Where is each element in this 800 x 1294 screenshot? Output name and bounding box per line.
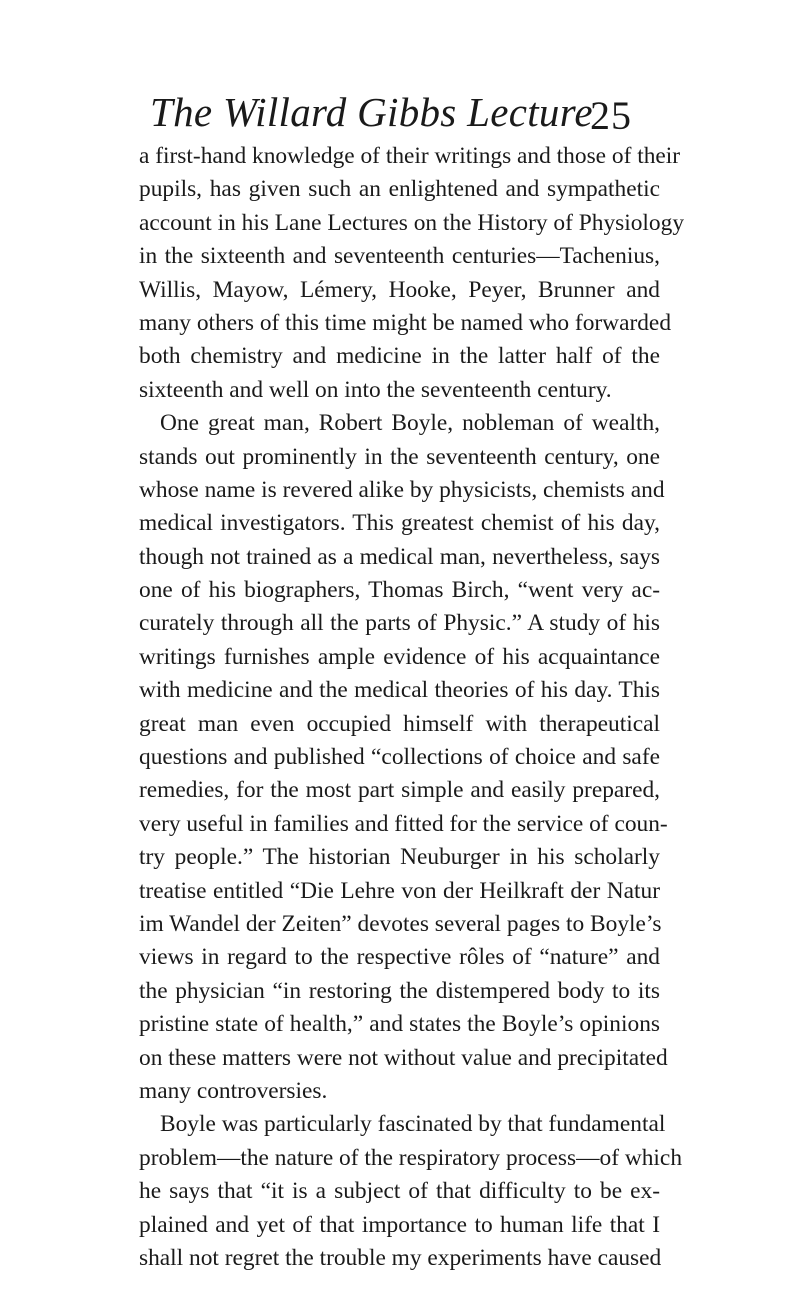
text-line: plained and yet of that importance to human life that I bbox=[139, 1211, 660, 1238]
text-line: problem—the nature of the respiratory process—of which bbox=[139, 1144, 683, 1171]
text-line: pupils, has given such an enlightened and sympathetic bbox=[139, 176, 660, 203]
text-line: both chemistry and medicine in the latter half of the bbox=[139, 343, 660, 370]
text-line: many controversies. bbox=[139, 1077, 328, 1104]
text-line: questions and published “collections of choice and safe bbox=[139, 744, 660, 771]
text-line: great man even occupied himself with therapeutical bbox=[139, 710, 660, 737]
text-line: he says that “it is a subject of that difficulty to be ex- bbox=[139, 1178, 660, 1205]
text-line: on these matters were not without value and precipitated bbox=[139, 1044, 668, 1071]
text-line: remedies, for the most part simple and easily prepared, bbox=[139, 777, 660, 804]
text-line: many others of this time might be named who forwarded bbox=[139, 309, 672, 336]
text-line: account in his Lane Lectures on the History of Physiology bbox=[139, 209, 685, 236]
text-line: writings furnishes ample evidence of his acquaintance bbox=[139, 643, 660, 670]
text-line: stands out prominently in the seventeenth century, one bbox=[139, 443, 660, 470]
text-line: whose name is revered alike by physicists, chemists and bbox=[139, 476, 665, 503]
text-line: in the sixteenth and seventeenth centuries—Tachenius, bbox=[139, 243, 660, 270]
text-line: pristine state of health,” and states the Boyle’s opinions bbox=[139, 1011, 660, 1038]
body-text bbox=[139, 140, 685, 1275]
text-line: very useful in families and fitted for the service of coun- bbox=[139, 810, 668, 837]
text-line: Willis, Mayow, Lémery, Hooke, Peyer, Brunner and bbox=[139, 276, 660, 303]
text-line: treatise entitled “Die Lehre von der Heilkraft der Natur bbox=[139, 877, 660, 904]
text-line: try people.” The historian Neuburger in his scholarly bbox=[139, 844, 660, 871]
page-number: 25 bbox=[590, 93, 632, 138]
text-line: views in regard to the respective rôles of “nature” and bbox=[139, 944, 660, 971]
text-line: a first-hand knowledge of their writings and those of their bbox=[139, 143, 681, 169]
text-line: curately through all the parts of Physic.” A study of his bbox=[139, 610, 660, 637]
text-line: though not trained as a medical man, nevertheless, says bbox=[139, 543, 660, 570]
text-line: sixteenth and well on into the seventeenth century. bbox=[139, 376, 612, 403]
text-line: the physician “in restoring the distempered body to its bbox=[139, 977, 660, 1004]
text-line: shall not regret the trouble my experiments have caused bbox=[139, 1244, 662, 1271]
paragraph-start-line: One great man, Robert Boyle, nobleman of wealth, bbox=[160, 410, 660, 437]
paragraph-start-line: Boyle was particularly fascinated by that fundamental bbox=[160, 1111, 666, 1138]
text-line: im Wandel der Zeiten” devotes several pages to Boyle’s bbox=[139, 910, 662, 937]
text-line: one of his biographers, Thomas Birch, “went very ac- bbox=[139, 577, 660, 604]
text-line: medical investigators. This greatest chemist of his day, bbox=[139, 510, 660, 537]
text-line: with medicine and the medical theories of his day. This bbox=[139, 677, 660, 704]
running-title: The Willard Gibbs Lecture bbox=[150, 89, 593, 135]
